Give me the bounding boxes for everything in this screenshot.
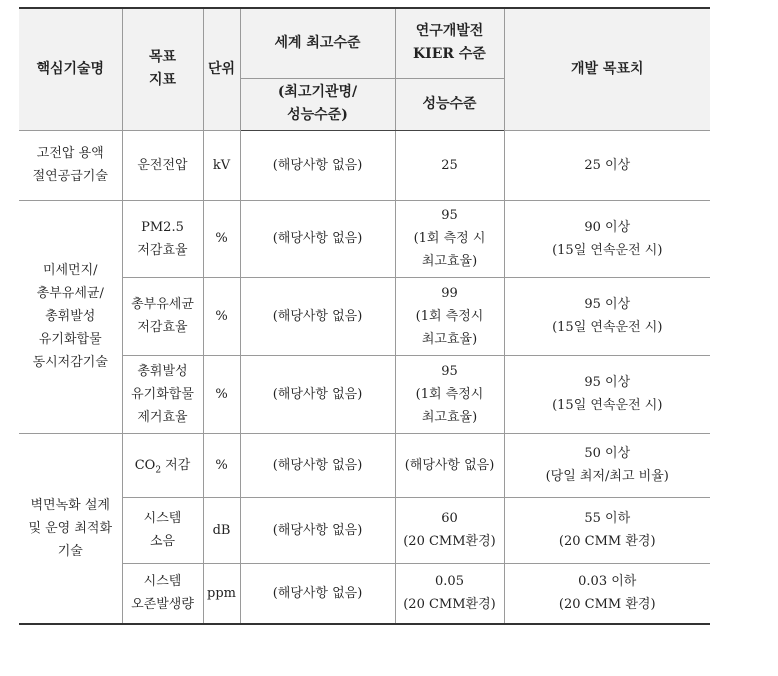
indicator-cell: 시스템 오존발생량 [122,563,203,624]
kier-level-cell: 99 (1회 측정시 최고효율) [395,277,504,355]
table-row [19,433,710,497]
kier-level-cell: (해당사항 없음) [395,433,504,497]
world-level-cell: (해당사항 없음) [240,200,395,277]
header-world-top: 세계 최고수준 [240,8,395,78]
table-row [19,200,710,277]
indicator-cell: 총부유세균 저감효율 [122,277,203,355]
goal-cell: 50 이상 (당일 최저/최고 비율) [504,433,710,497]
table-row [19,563,710,624]
header-tech: 핵심기술명 [19,8,122,130]
goal-cell: 90 이상 (15일 연속운전 시) [504,200,710,277]
goal-cell: 95 이상 (15일 연속운전 시) [504,277,710,355]
header-goal: 개발 목표치 [504,8,710,130]
kier-level-cell: 95 (1회 측정시 최고효율) [395,355,504,433]
goal-cell: 0.03 이하 (20 CMM 환경) [504,563,710,624]
kier-level-cell: 25 [395,130,504,200]
indicator-cell: $CO_2$ 저감 [122,433,203,497]
world-level-cell: (해당사항 없음) [240,497,395,563]
indicator-cell: 총휘발성 유기화합물 제거효율 [122,355,203,433]
tech-name: 미세먼지/ 총부유세균/ 총휘발성 유기화합물 동시저감기술 [19,200,122,433]
indicator-cell: 운전전압 [122,130,203,200]
tech-name: 벽면녹화 설계 및 운영 최적화 기술 [19,433,122,624]
table-row [19,130,710,200]
indicator-cell: 시스템 소음 [122,497,203,563]
table-row [19,497,710,563]
indicator-cell: PM2.5 저감효율 [122,200,203,277]
world-level-cell: (해당사항 없음) [240,355,395,433]
kier-level-cell: 60 (20 CMM환경) [395,497,504,563]
world-level-cell: (해당사항 없음) [240,433,395,497]
unit-cell: % [203,355,240,433]
kier-level-cell: 95 (1회 측정 시 최고효율) [395,200,504,277]
world-level-cell: (해당사항 없음) [240,563,395,624]
spec-table [19,7,710,625]
header-world-sub: (최고기관명/ 성능수준) [240,78,395,130]
header-kier-top: 연구개발전 KIER 수준 [395,8,504,78]
unit-cell: % [203,433,240,497]
header-indicator: 목표 지표 [122,8,203,130]
unit-cell: % [203,277,240,355]
goal-cell: 55 이하 (20 CMM 환경) [504,497,710,563]
table-row [19,355,710,433]
world-level-cell: (해당사항 없음) [240,130,395,200]
unit-cell: kV [203,130,240,200]
goal-cell: 25 이상 [504,130,710,200]
header-unit: 단위 [203,8,240,130]
world-level-cell: (해당사항 없음) [240,277,395,355]
tech-name: 고전압 용액 절연공급기술 [19,130,122,200]
unit-cell: % [203,200,240,277]
unit-cell: ppm [203,563,240,624]
header-row-1 [19,8,710,78]
header-kier-sub: 성능수준 [395,78,504,130]
goal-cell: 95 이상 (15일 연속운전 시) [504,355,710,433]
unit-cell: dB [203,497,240,563]
kier-level-cell: 0.05 (20 CMM환경) [395,563,504,624]
table-row [19,277,710,355]
